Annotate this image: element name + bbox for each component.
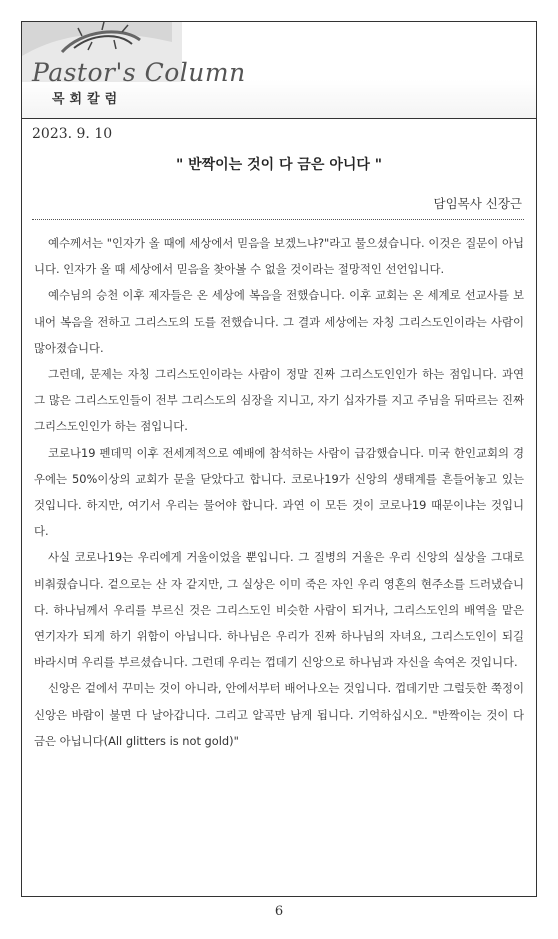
article-author: 담임목사 신장근 <box>433 196 522 211</box>
article-body <box>34 230 524 754</box>
column-frame <box>21 21 537 897</box>
brand-subtitle: 목회칼럼 <box>52 92 123 107</box>
paragraph: 사실 코로나19는 우리에게 거울이었을 뿐입니다. 그 질병의 거울은 우리 신앙의 실상을 그대로 비춰줬습니다. 겉으로는 산 자 같지만, 그 실상은 이미 죽은 자인 우리 영혼의 현주소를 드러냈습니다. 하나님께서 우리를 부르신 것은 그리스도인 비슷한 사람이 되거나, 그리스도인의 배역을 맡은 연기자가 되게 하기 위함이 아닙니다. 하나님은 우리가 진짜 하나님의 자녀요, 그리스도인이 되길 바라시며 우리를 부르셨습니다. 그런데 우리는 껍데기 신앙으로 하나님과 자신을 속여온 것입니다. <box>34 550 524 670</box>
column-header <box>22 22 536 119</box>
paragraph: 예수님의 승천 이후 제자들은 온 세상에 복음을 전했습니다. 이후 교회는 온 세계로 선교사를 보내어 복음을 전하고 그리스도의 도를 전했습니다. 그 결과 세상에는 자칭 그리스도인이라는 사람이 많아졌습니다. <box>34 288 524 355</box>
paragraph: 코로나19 펜데믹 이후 전세계적으로 예배에 참석하는 사람이 급감했습니다. 미국 한인교회의 경우에는 50%이상의 교회가 문을 닫았다고 합니다. 코로나19가 신앙의 생태계를 흔들어놓고 있는 것입니다. 하지만, 여기서 우리는 물어야 합니다. 과연 이 모든 것이 코로나19 때문이냐는 것입니다. <box>34 445 524 539</box>
article-title: " 반짝이는 것이 다 금은 아니다 " <box>175 157 383 173</box>
page-number: 6 <box>274 904 284 919</box>
article-date: 2023. 9. 10 <box>32 126 113 142</box>
paragraph: 신앙은 겉에서 꾸미는 것이 아니라, 안에서부터 배어나오는 것입니다. 껍데기만 그럴듯한 쭉정이 신앙은 바람이 불면 다 날아갑니다. 그리고 알곡만 남게 됩니다. 기억하십시오. "반짝이는 것이 다 금은 아닙니다(All glitters is not gold)" <box>34 681 524 748</box>
paragraph: 그런데, 문제는 자칭 그리스도인이라는 사람이 정말 진짜 그리스도인인가 하는 점입니다. 과연 그 많은 그리스도인들이 전부 그리스도의 심장을 지니고, 자기 십자가를 지고 주님을 뒤따르는 진짜 그리스도인인가 하는 점입니다. <box>34 367 524 434</box>
brand-title: Pastor's Column <box>32 58 246 87</box>
paragraph: 예수께서는 "인자가 올 때에 세상에서 믿음을 보겠느냐?"라고 물으셨습니다. 이것은 질문이 아닙니다. 인자가 올 때 세상에서 믿음을 찾아볼 수 없을 것이라는 절망적인 선언입니다. <box>34 236 524 277</box>
dotted-divider <box>32 219 524 220</box>
